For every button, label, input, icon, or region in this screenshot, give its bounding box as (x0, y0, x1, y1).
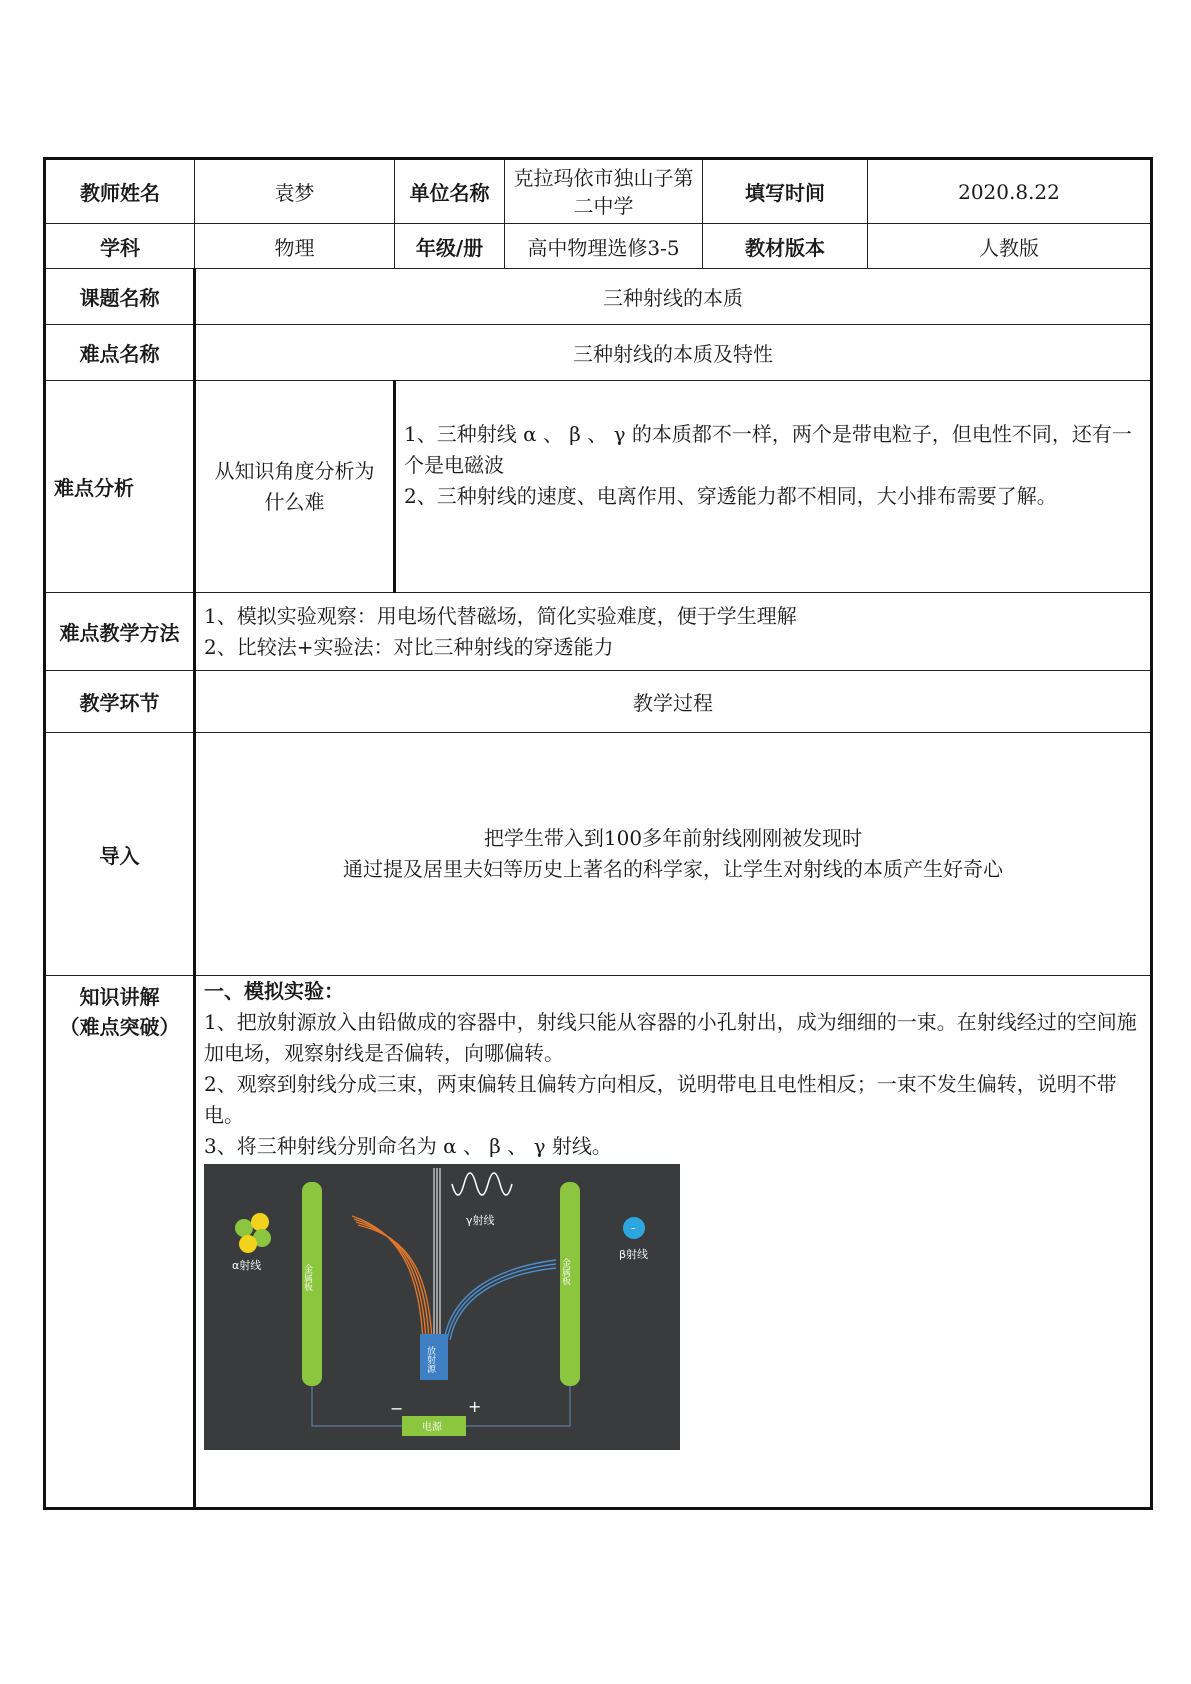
edition-label: 教材版本 (703, 224, 868, 269)
alpha-label: α射线 (232, 1259, 262, 1272)
header-row-1 (45, 159, 1152, 224)
subject-value: 物理 (195, 224, 395, 269)
teacher-label: 教师姓名 (45, 159, 195, 224)
difficulty-row (45, 325, 1152, 381)
method-label: 难点教学方法 (45, 593, 195, 671)
method-row (45, 593, 1152, 671)
unit-label: 单位名称 (395, 159, 505, 224)
intro-label: 导入 (45, 733, 195, 976)
source-label: 放射源 (425, 1346, 435, 1373)
minus-sign: − (390, 1399, 404, 1418)
process-row (45, 671, 1152, 733)
knowledge-point-2: 2、观察到射线分成三束，两束偏转且偏转方向相反，说明带电且电性相反；一束不发生偏转，说明不带电。 (204, 1072, 1117, 1127)
gamma-label: γ射线 (466, 1214, 495, 1227)
topic-row (45, 269, 1152, 325)
knowledge-content (195, 976, 1152, 1509)
analysis-sub-label: 从知识角度分析为什么难 (195, 381, 395, 593)
method-points (195, 593, 1152, 671)
method-point-2: 2、比较法+实验法：对比三种射线的穿透能力 (204, 634, 614, 659)
analysis-point-1: 1、三种射线 α 、 β 、 γ 的本质都不一样，两个是带电粒子，但电性不同，还有一个是电磁波 (404, 422, 1132, 477)
unit-value: 克拉玛依市独山子第二中学 (505, 159, 703, 224)
topic-label: 课题名称 (45, 269, 195, 325)
grade-label: 年级/册 (395, 224, 505, 269)
beta-label: β射线 (619, 1248, 649, 1261)
knowledge-label-line-2: （难点突破） (59, 1015, 180, 1039)
knowledge-label-line-1: 知识讲解 (79, 985, 160, 1009)
intro-row (45, 733, 1152, 976)
lesson-plan-sheet (43, 157, 1150, 1510)
teacher-value: 袁梦 (195, 159, 395, 224)
figure-background (204, 1164, 680, 1450)
plus-sign: + (468, 1397, 482, 1416)
knowledge-heading: 一、模拟实验： (204, 979, 344, 1003)
difficulty-value: 三种射线的本质及特性 (195, 325, 1152, 381)
analysis-label: 难点分析 (45, 381, 195, 593)
process-label: 教学环节 (45, 671, 195, 733)
grade-value: 高中物理选修3-5 (505, 224, 703, 269)
intro-line-2: 通过提及居里夫妇等历史上著名的科学家，让学生对射线的本质产生好奇心 (343, 857, 1003, 881)
lesson-plan-table (43, 157, 1153, 1510)
analysis-row (45, 381, 1152, 593)
electron-sign: - (631, 1221, 636, 1235)
intro-line-1: 把学生带入到100多年前射线刚刚被发现时 (483, 826, 863, 850)
intro-lines (195, 733, 1152, 976)
analysis-point-2: 2、三种射线的速度、电离作用、穿透能力都不相同，大小排布需要了解。 (404, 484, 1057, 508)
knowledge-point-1: 1、把放射源放入由铅做成的容器中，射线只能从容器的小孔射出，成为细细的一束。在射线经过的空间施加电场，观察射线是否偏转，向哪偏转。 (204, 1010, 1137, 1065)
power-label: 电源 (422, 1422, 442, 1433)
method-point-1: 1、模拟实验观察：用电场代替磁场，简化实验难度，便于学生理解 (204, 603, 797, 628)
difficulty-label: 难点名称 (45, 325, 195, 381)
right-plate-label: 金属板 (560, 1258, 570, 1285)
analysis-points (395, 381, 1152, 593)
left-plate-label: 金属板 (302, 1264, 312, 1291)
subject-label: 学科 (45, 224, 195, 269)
date-label: 填写时间 (703, 159, 868, 224)
topic-value: 三种射线的本质 (195, 269, 1152, 325)
knowledge-point-3: 3、将三种射线分别命名为 α 、 β 、 γ 射线。 (204, 1134, 612, 1158)
process-value: 教学过程 (195, 671, 1152, 733)
edition-value: 人教版 (868, 224, 1152, 269)
header-row-2 (45, 224, 1152, 269)
knowledge-label (45, 976, 195, 1509)
date-value: 2020.8.22 (868, 159, 1152, 224)
knowledge-row (45, 976, 1152, 1509)
radiation-experiment-figure (204, 1164, 680, 1450)
